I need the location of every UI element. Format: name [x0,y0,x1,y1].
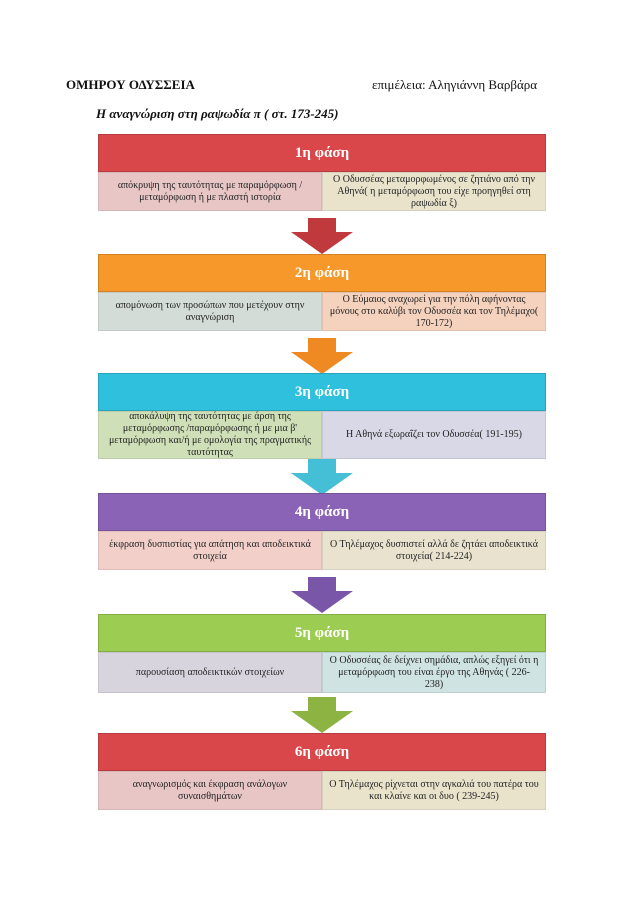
down-arrow-3-icon [291,459,353,495]
phase-1-row [98,172,546,211]
phase-1-general-text: απόκρυψη της ταυτότητας με παραμόρφωση /μεταμόρφωση ή με πλαστή ιστορία [117,179,303,203]
phase-2-row [98,292,546,331]
phase-1-bar [98,134,546,172]
phase-1-example-text: Ο Οδυσσέας μεταμορφωμένος σε ζητιάνο από την Αθηνά( η μεταμόρφωση του είχε προηγηθεί στη ραψωδία ξ) [333,173,535,209]
phase-6-bar [98,733,546,771]
phase-4-example-text: Ο Τηλέμαχος δυσπιστεί αλλά δε ζητάει αποδεικτικά στοιχεία( 214-224) [330,538,538,562]
phase-4-general-cell [98,531,322,570]
phase-5-row [98,652,546,693]
phase-6 [98,733,546,810]
phase-3-bar [98,373,546,411]
phase-5-general-text: παρουσίαση αποδεικτικών στοιχείων [135,666,285,678]
down-arrow-1-shape [291,218,353,254]
phase-3-example-text: Η Αθηνά εξωραΐζει τον Οδυσσέα( 191-195) [346,429,522,440]
phase-3-general-text: αποκάλυψη της ταυτότητας με άρση της μεταμόρφωσης /παραμόρφωσης ή με μια β' μεταμόρφωση και/ή με ομολογία της πραγματικής ταυτότητας [108,411,312,458]
phase-6-row [98,771,546,810]
down-arrow-1-icon [291,218,353,254]
phase-1 [98,134,546,211]
subtitle-text: Η αναγνώριση στη ραψωδία π [96,106,261,121]
phase-1-example-cell [322,172,546,211]
phase-3-title: 3η φάση [294,383,350,400]
phase-5-general-cell [98,652,322,693]
phase-4-general-text: έκφραση δυσπιστίας για απάτηση και αποδεικτικά στοιχεία [109,538,311,562]
phase-5-bar [98,614,546,652]
down-arrow-4-shape [291,577,353,613]
phase-2-example-cell [322,292,546,331]
phase-6-general-text: αναγνωρισμός και έκφραση ανάλογων συναισθημάτων [132,778,288,802]
down-arrow-5-shape [291,697,353,733]
down-arrow-4-icon [291,577,353,613]
phase-2-bar [98,254,546,292]
phase-6-title: 6η φάση [294,743,350,760]
down-arrow-2-shape [291,338,353,374]
phase-5-example-text: Ο Οδυσσέας δε δείχνει σημάδια, απλώς εξηγεί ότι η μεταμόρφωση του είναι έργο της Αθηνάς ( 226-238) [329,654,539,690]
down-arrow-3-shape [291,459,353,495]
phase-4-bar [98,493,546,531]
subtitle-verse-ref: ( στ. 173-245) [260,106,339,121]
document-subtitle [96,106,339,122]
phase-4-row [98,531,546,570]
phase-2-title: 2η φάση [294,264,350,281]
phase-5 [98,614,546,693]
phase-1-general-cell [98,172,322,211]
down-arrow-2-icon [291,338,353,374]
phase-2 [98,254,546,331]
phase-4 [98,493,546,570]
phase-3-example-cell [322,411,546,459]
phase-3-row [98,411,546,459]
phase-3-general-cell [98,411,322,459]
phase-1-title: 1η φάση [294,144,350,161]
phase-6-example-cell [322,771,546,810]
phase-5-title: 5η φάση [294,624,350,641]
phase-2-example-text: Ο Εύμαιος αναχωρεί για την πόλη αφήνοντας μόνους στο καλύβι τον Οδυσσέα και τον Τηλέμαχο( 170-172) [329,293,539,329]
phase-3 [98,373,546,459]
phase-4-title: 4η φάση [294,503,350,520]
phase-6-general-cell [98,771,322,810]
document-header-title: ΟΜΗΡΟΥ ΟΔΥΣΣΕΙΑ [66,77,195,92]
document-header-author: επιμέλεια: Αληγιάννη Βαρβάρα [372,77,538,92]
down-arrow-5-icon [291,697,353,733]
phase-2-general-cell [98,292,322,331]
phase-2-general-text: απομόνωση των προσώπων που μετέχουν στην αναγνώριση [115,299,305,323]
phase-4-example-cell [322,531,546,570]
phase-6-example-text: Ο Τηλέμαχος ρίχνεται στην αγκαλιά του πατέρα του και κλαίνε και οι δυο ( 239-245) [329,778,539,802]
phase-5-example-cell [322,652,546,693]
